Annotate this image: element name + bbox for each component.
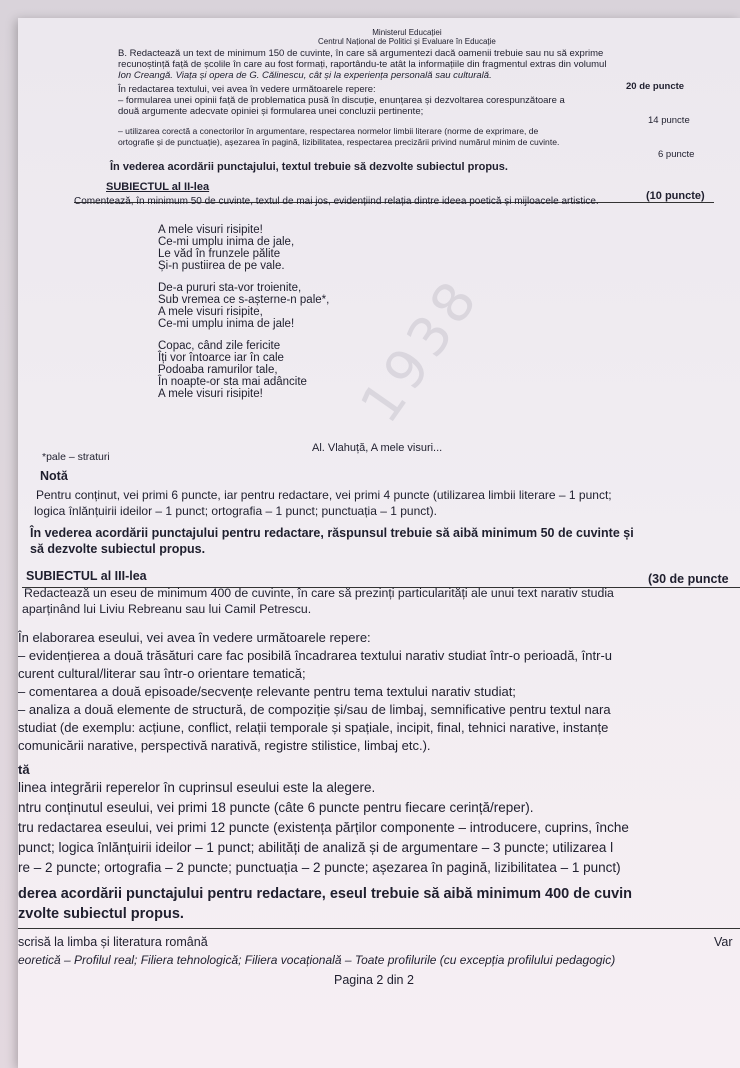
- section-b-bullet-2-points: 6 puncte: [658, 149, 695, 160]
- poem-stanza-3: [158, 340, 329, 400]
- subject-3-note-5: re – 2 puncte; ortografia – 2 puncte; punctuația – 2 puncte; așezarea în pagină, lizibilitatea – 1 punct): [18, 860, 621, 875]
- subject-3-note-2: ntru conținutul eseului, vei primi 18 puncte (câte 6 puncte pentru fiecare cerință/reper).: [18, 800, 534, 815]
- poem-stanza-2: [158, 282, 329, 330]
- subject-3-r3c: comunicării narative, perspectivă narativă, registre stilistice, limbaj etc.).: [18, 738, 431, 753]
- subject-3-points: (30 de puncte: [648, 572, 729, 586]
- section-b-intro: În redactarea textului, vei avea în vedere următoarele repere:: [118, 84, 376, 95]
- section-b-bullet-2b: ortografie și de punctuație), așezarea în pagină, lizibilitatea, respectarea precizării privind numărul minim de cuvinte.: [118, 137, 560, 147]
- center-name: Centrul Național de Politici și Evaluare în Educație: [318, 37, 496, 46]
- subject-3-r1b: curent cultural/literar sau într-o orientare tematică;: [18, 666, 306, 681]
- section-b-bullet-1-points: 14 puncte: [648, 115, 690, 126]
- subject-3-task-2: aparținând lui Liviu Rebreanu sau lui Camil Petrescu.: [22, 602, 312, 616]
- poem-line: Sub vremea ce s-așterne-n pale*,: [158, 294, 330, 306]
- note-line-2: logica înlănțuirii ideilor – 1 punct; ortografia – 1 punct; punctuația – 1 punct).: [34, 504, 437, 518]
- poem-line: Copac, când zile fericite: [158, 340, 281, 352]
- poem-line: Ce-mi umplu inima de jale,: [158, 236, 295, 248]
- watermark: 1938: [348, 265, 493, 435]
- section-b-bullet-1a: – formularea unei opinii față de problematica pusă în discuție, enunțarea și dezvoltarea corespunzătoare a: [118, 95, 565, 106]
- subject-3-note-title: tă: [18, 762, 30, 777]
- subject-2-points: (10 puncte): [646, 190, 705, 202]
- poem-stanza-1: [158, 224, 329, 272]
- footer-rule: [18, 928, 740, 929]
- page-number: Pagina 2 din 2: [334, 973, 414, 987]
- poem-line: A mele visuri risipite!: [158, 388, 263, 400]
- exam-page: [18, 18, 740, 1068]
- section-b-bullet-1b: două argumente adecvate opiniei și formularea unei concluzii pertinente;: [118, 106, 424, 117]
- subject-3-emphasis-2: zvolte subiectul propus.: [18, 906, 184, 922]
- subject-2-emphasis-1: În vederea acordării punctajului pentru redactare, răspunsul trebuie să aibă minimum 50 de cuvinte și: [30, 526, 634, 540]
- poem-line: Ce-mi umplu inima de jale!: [158, 318, 295, 330]
- poem-line: Podoaba ramurilor tale,: [158, 364, 278, 376]
- subject-3-title: SUBIECTUL al III-lea: [26, 569, 147, 583]
- poem-line: Le văd în frunzele pălite: [158, 248, 281, 260]
- section-b-points: 20 de puncte: [626, 81, 685, 92]
- poem-line: În noapte-or sta mai adâncite: [158, 376, 307, 388]
- note-title: Notă: [40, 469, 68, 483]
- page-header: [318, 28, 496, 46]
- subject-2-task: Comentează, în minimum 50 de cuvinte, textul de mai jos, evidențiind relația dintre ideea poetică și mijloacele artistice.: [74, 196, 599, 207]
- subject-3-task-1: Redactează un eseu de minimum 400 de cuvinte, în care să prezinți particularități ale unui text narativ studia: [24, 586, 614, 600]
- footer-line-2: eoretică – Profilul real; Filiera tehnologică; Filiera vocațională – Toate profilurile (cu excepția profilului pedagogic): [18, 953, 616, 967]
- poem: [158, 224, 329, 410]
- ministry-name: Ministerul Educației: [372, 28, 442, 37]
- subject-3-note-3: tru redactarea eseului, vei primi 12 puncte (existența părților componente – introducere, cuprins, înche: [18, 820, 629, 835]
- subject-3-r3a: – analiza a două elemente de structură, de compoziție și/sau de limbaj, semnificative pentru textul nara: [18, 702, 611, 717]
- subject-3-r2: – comentarea a două episoade/secvențe relevante pentru tema textului narativ studiat;: [18, 684, 516, 699]
- section-b-line-1: B. Redactează un text de minimum 150 de cuvinte, în care să argumentezi dacă oamenii trebuie sau nu să exprime: [118, 48, 604, 59]
- poem-line: A mele visuri risipite,: [158, 306, 263, 318]
- poem-line: De-a pururi sta-vor troienite,: [158, 282, 302, 294]
- subject-2-title: SUBIECTUL al II-lea: [106, 181, 210, 193]
- section-b-line-3: Ion Creangă. Viața și opera de G. Călinescu, cât și la experiența personală sau culturală.: [118, 70, 492, 81]
- subject-3-r3b: studiat (de exemplu: acțiune, conflict, relații temporale și spațiale, incipit, final, tehnici narative, instanțe: [18, 720, 609, 735]
- section-b-bullet-2a: – utilizarea corectă a conectorilor în argumentare, respectarea normelor limbii literare (norme de exprimare, de: [118, 126, 539, 136]
- footnote: *pale – straturi: [42, 451, 110, 463]
- subject-2-emphasis-2: să dezvolte subiectul propus.: [30, 542, 206, 556]
- subject-3-note-1: linea integrării reperelor în cuprinsul eseului este la alegere.: [18, 780, 376, 795]
- section-b-emphasis: În vederea acordării punctajului, textul trebuie să dezvolte subiectul propus.: [110, 161, 508, 173]
- poem-line: Îți vor întoarce iar în cale: [158, 352, 284, 364]
- poem-line: Și-n pustiirea de pe vale.: [158, 260, 285, 272]
- subject-3-r1a: – evidențierea a două trăsături care fac posibilă încadrarea textului narativ studiat într-o perioadă, într-u: [18, 648, 613, 663]
- subject-3-note-4: punct; logica înlănțuirii ideilor – 1 punct; abilități de analiză și de argumentare – 3 puncte; utilizarea l: [18, 840, 614, 855]
- note-line-1: Pentru conținut, vei primi 6 puncte, iar pentru redactare, vei primi 4 puncte (utilizarea limbii literare – 1 punct;: [36, 488, 612, 502]
- footer-line-1: scrisă la limba și literatura română: [18, 935, 208, 949]
- subject-3-intro: În elaborarea eseului, vei avea în vedere următoarele repere:: [18, 630, 371, 645]
- poem-author: Al. Vlahuță, A mele visuri...: [312, 442, 443, 454]
- footer-variant: Var: [714, 935, 733, 949]
- poem-line: A mele visuri risipite!: [158, 224, 263, 236]
- subject-3-emphasis-1: derea acordării punctajului pentru redactare, eseul trebuie să aibă minimum 400 de cuvin: [18, 886, 633, 902]
- section-b-line-2: recunoștință față de școlile în care au fost formați, raportându-te atât la informațiile din fragmentul extras din volumul: [118, 59, 607, 70]
